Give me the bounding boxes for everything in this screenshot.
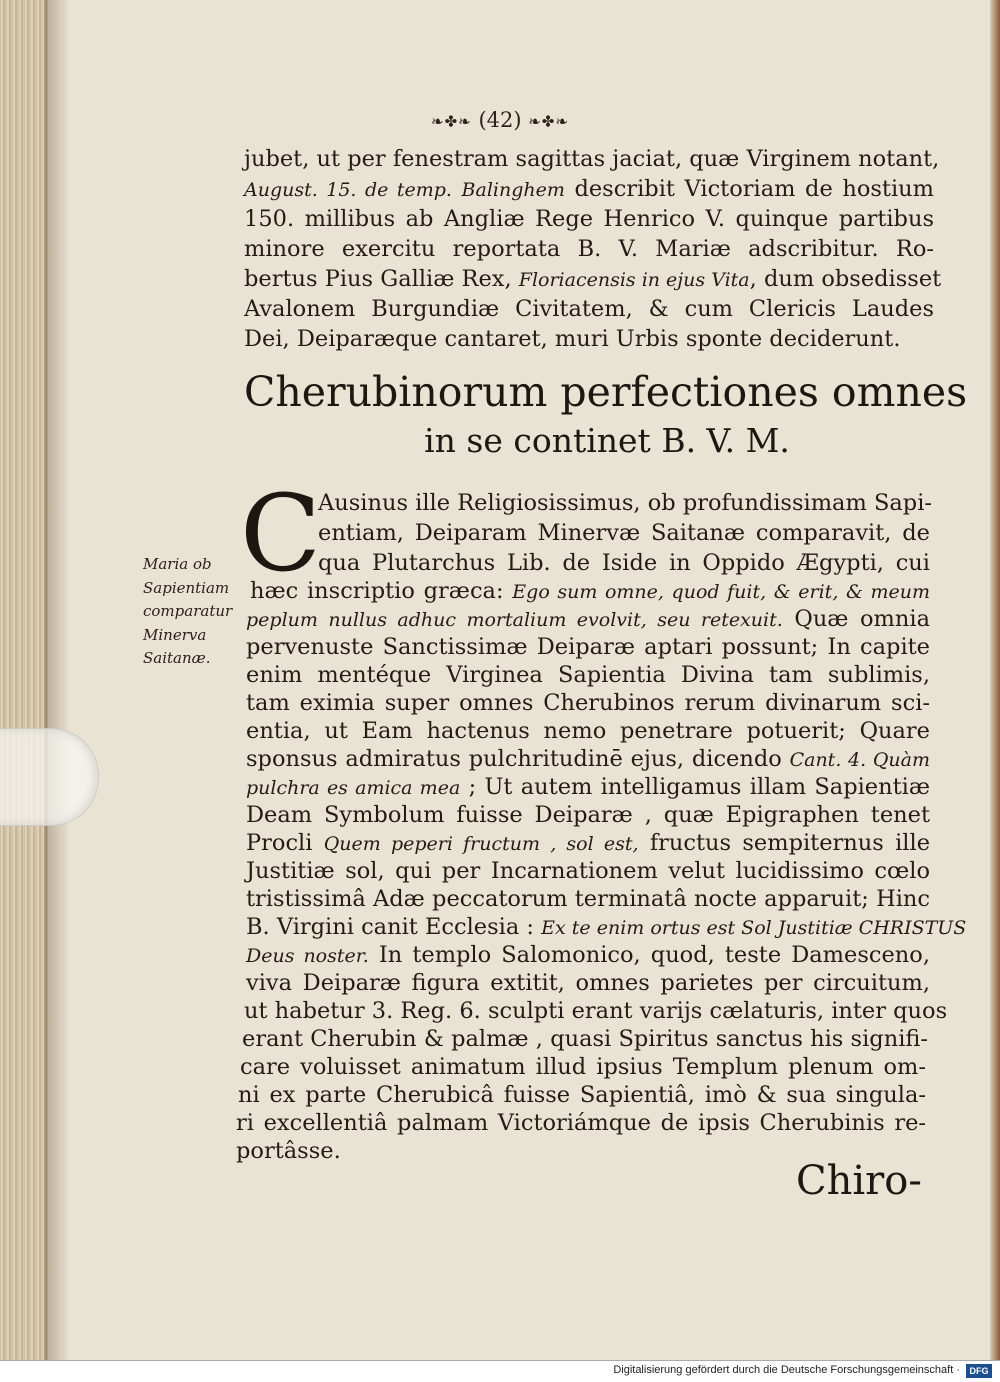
text-line: Deam Symbolum fuisse Deiparæ , quæ Epigraphen tenet (246, 802, 930, 828)
text-line: entiam, Deiparam Minervæ Saitanæ comparavit, de (318, 520, 930, 546)
quotation: Quem peperi fructum , sol est, (323, 833, 639, 855)
text-line: 150. millibus ab Angliæ Rege Henrico V. quinque partibus (244, 206, 934, 232)
quotation: Deus noster. (246, 945, 369, 967)
text-line: viva Deiparæ figura extitit, omnes parietes per circuitum, (246, 970, 930, 996)
text-line: August. 15. de temp. Balinghem describit Victoriam de hostium (244, 176, 934, 202)
ornament-right: ❧✤❧ (528, 112, 569, 131)
ornament-left: ❧✤❧ (431, 112, 472, 131)
section-heading: Cherubinorum perfectiones omnes (244, 368, 968, 416)
page-clip (0, 728, 99, 826)
footer-bar (0, 1360, 1000, 1382)
text-line: tam eximia super omnes Cherubinos rerum divinarum sci- (246, 690, 930, 716)
text-line: erant Cherubin & palmæ , quasi Spiritus sanctus his signifi- (242, 1026, 928, 1052)
quotation: Ex te enim ortus est Sol Justitiæ CHRISTUS (541, 917, 967, 939)
text-line: ni ex parte Cherubicâ fuisse Sapientiâ, imò & sua singula- (238, 1082, 926, 1108)
citation: August. 15. de temp. (244, 179, 452, 201)
quotation: pulchra es amica mea (246, 777, 461, 799)
dfg-logo: DFG (966, 1364, 992, 1378)
text-line: portâsse. (236, 1138, 341, 1164)
citation: Cant. 4. Quàm (789, 749, 930, 771)
text-line: Ausinus ille Religiosissimus, ob profundissimam Sapi- (318, 490, 932, 516)
quotation: peplum nullus adhuc mortalium evolvit, seu retexuit. (246, 609, 783, 631)
page-number: (42) (478, 108, 522, 132)
text-line: minore exercitu reportata B. V. Mariæ adscribitur. Ro- (244, 236, 934, 262)
citation: Balinghem (461, 179, 565, 201)
footer-credit: Digitalisierung gefördert durch die Deutsche Forschungsgemeinschaft · (613, 1364, 960, 1376)
text-line: pulchra es amica mea ; Ut autem intelligamus illam Sapientiæ (246, 774, 930, 800)
text-line: B. Virgini canit Ecclesia : Ex te enim ortus est Sol Justitiæ CHRISTUS (246, 914, 967, 940)
text-line: care voluisset animatum illud ipsius Templum plenum om- (240, 1054, 926, 1080)
text-line: bertus Pius Galliæ Rex, Floriacensis in ejus Vita, dum obsedisset (244, 266, 942, 292)
text-line: tristissimâ Adæ peccatorum terminatâ nocte apparuit; Hinc (246, 886, 930, 912)
margin-note: Maria ob Sapientiam comparatur Minerva Saitanæ. (143, 555, 233, 667)
text-line: sponsus admiratus pulchritudinē ejus, dicendo Cant. 4. Quàm (246, 746, 930, 772)
text-line: ut habetur 3. Reg. 6. sculpti erant varijs cælaturis, inter quos (244, 998, 948, 1024)
text-line: Justitiæ sol, qui per Incarnationem velut lucidissimo cœlo (246, 858, 930, 884)
text-line: hæc inscriptio græca: Ego sum omne, quod fuit, & erit, & meum (250, 578, 930, 604)
text-line: pervenuste Sanctissimæ Deiparæ aptari possunt; In capite (246, 634, 930, 660)
quotation: Ego sum omne, quod fuit, & erit, & meum (512, 581, 930, 603)
section-subheading: in se continet B. V. M. (424, 421, 790, 460)
text-line: entia, ut Eam hactenus nemo penetrare potuerit; Quare (246, 718, 930, 744)
catchword: Chiro- (796, 1158, 922, 1204)
text-line: Avalonem Burgundiæ Civitatem, & cum Clericis Laudes (244, 296, 934, 322)
text-line: ri excellentiâ palmam Victoriámque de ipsis Cherubinis re- (236, 1110, 926, 1136)
text-line: Deus noster. In templo Salomonico, quod, teste Damesceno, (246, 942, 930, 968)
text-line: qua Plutarchus Lib. de Iside in Oppido Ægypti, cui (318, 550, 930, 576)
text-line: enim mentéque Virginea Sapientia Divina tam sublimis, (246, 662, 930, 688)
citation: Floriacensis in ejus Vita (518, 269, 750, 291)
text-line: peplum nullus adhuc mortalium evolvit, seu retexuit. Quæ omnia (246, 606, 930, 632)
text-line: Dei, Deiparæque cantaret, muri Urbis sponte deciderunt. (244, 326, 901, 352)
drop-cap: C (240, 472, 322, 595)
text-line: Procli Quem peperi fructum , sol est, fructus sempiternus ille (246, 830, 931, 856)
text-line: jubet, ut per fenestram sagittas jaciat, quæ Virginem notant, (244, 146, 940, 172)
